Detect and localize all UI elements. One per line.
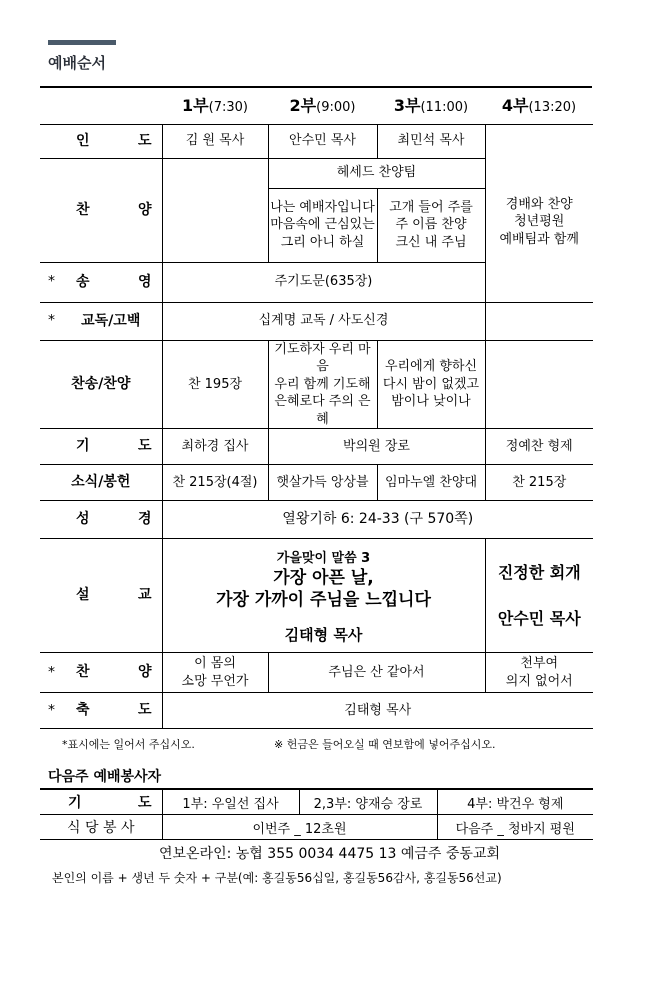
scripture-row [40, 501, 593, 539]
sermon-title-1: 가장 아픈 날, [273, 568, 374, 589]
praise-team: 헤세드 찬양팀 [268, 158, 485, 188]
sermon-series: 가을맞이 말씀 3 [276, 550, 371, 566]
hymn-s2: 기도하자 우리 마음 우리 함께 기도해 은혜로다 주의 은혜 [268, 340, 377, 429]
sermon-label: 설 교 [40, 539, 162, 653]
benediction-row [40, 693, 593, 729]
hymn-row [40, 340, 593, 429]
kitchen-label: 식 당 봉 사 [40, 815, 162, 840]
next-prayer-row [40, 789, 593, 815]
worship-order-table [40, 88, 593, 729]
header-accent-bar [48, 40, 116, 45]
praise-song-s2: 나는 예배자입니다 마음속에 근심있는 그리 아니 하실 [268, 188, 377, 262]
sermon-main [162, 539, 485, 653]
next-prayer-1: 1부: 우일선 집사 [162, 789, 299, 815]
hymn-s3: 우리에게 향하신 다시 밤이 없겠고 밤이나 낮이나 [377, 340, 485, 429]
invocation-s2: 안수민 목사 [268, 124, 377, 158]
confession-value: 십계명 교독 / 사도신경 [162, 302, 485, 340]
confession-s4-empty [485, 302, 593, 340]
page-title: 예배순서 [48, 54, 106, 72]
next-week-table [40, 788, 593, 840]
closing-hymn-s4: 천부여 의지 없어서 [485, 653, 593, 693]
sermon-s4-title: 진정한 회개 [497, 563, 581, 583]
service-header-row [40, 88, 593, 124]
hymn-s4-empty [485, 340, 593, 429]
doxology-value: 주기도문(635장) [162, 262, 485, 302]
sermon-s4 [485, 539, 593, 653]
prayer-label: 기 도 [40, 429, 162, 465]
scripture-label: 성 경 [40, 501, 162, 539]
sermon-preacher: 김태형 목사 [284, 626, 363, 645]
prayer-row [40, 429, 593, 465]
confession-row [40, 302, 593, 340]
sermon-row [40, 539, 593, 653]
prayer-s4: 정예찬 형제 [485, 429, 593, 465]
online-offering-instructions: 본인의 이름 + 생년 두 숫자 + 구분(예: 홍길동56십일, 홍길동56감사, 홍길동56선교) [52, 871, 502, 885]
benediction-value: 김태형 목사 [162, 693, 593, 729]
offering-s1: 찬 215장(4절) [162, 465, 268, 501]
scripture-value: 열왕기하 6: 24-33 (구 570쪽) [162, 501, 593, 539]
next-prayer-label: 기 도 [40, 789, 162, 815]
closing-hymn-label: * 찬 양 [40, 653, 162, 693]
prayer-s1: 최하경 집사 [162, 429, 268, 465]
prayer-s23: 박의원 장로 [268, 429, 485, 465]
service-4-praise-block: 경배와 찬양 청년평원 예배팀과 함께 [485, 124, 593, 302]
invocation-label: 인 도 [40, 124, 162, 158]
offering-s3: 임마누엘 찬양대 [377, 465, 485, 501]
closing-hymn-s23: 주님은 산 같아서 [268, 653, 485, 693]
confession-label: * 교독/고백 [40, 302, 162, 340]
praise-s1-empty [162, 158, 268, 262]
online-offering-account: 연보온라인: 농협 355 0034 4475 13 예금주 중동교회 [159, 846, 500, 862]
offering-s2: 햇살가득 앙상블 [268, 465, 377, 501]
benediction-label: * 축 도 [40, 693, 162, 729]
kitchen-next-week: 다음주 _ 청바지 평원 [437, 815, 593, 840]
hymn-s1: 찬 195장 [162, 340, 268, 429]
invocation-s3: 최민석 목사 [377, 124, 485, 158]
service-2-header: 2부(9:00) [268, 88, 377, 124]
stand-note: *표시에는 일어서 주십시오. [62, 738, 195, 751]
next-kitchen-row [40, 815, 593, 840]
doxology-label: * 송 영 [40, 262, 162, 302]
next-week-title: 다음주 예배봉사자 [48, 769, 162, 785]
kitchen-this-week: 이번주 _ 12초원 [162, 815, 437, 840]
closing-hymn-row [40, 653, 593, 693]
praise-song-s3: 고개 들어 주를 주 이름 찬양 크신 내 주님 [377, 188, 485, 262]
service-1-header: 1부(7:30) [162, 88, 268, 124]
offering-s4: 찬 215장 [485, 465, 593, 501]
invocation-s1: 김 원 목사 [162, 124, 268, 158]
next-prayer-4: 4부: 박건우 형제 [437, 789, 593, 815]
praise-label: 찬 양 [40, 158, 162, 262]
corner-cell [40, 88, 162, 124]
hymn-label: 찬송/찬양 [40, 340, 162, 429]
offering-label: 소식/봉헌 [40, 465, 162, 501]
sermon-title-2: 가장 가까이 주님을 느낍니다 [216, 590, 431, 611]
offering-note: ※ 헌금은 들어오실 때 연보함에 넣어주십시오. [274, 738, 496, 751]
offering-row [40, 465, 593, 501]
invocation-row [40, 124, 593, 158]
service-3-header: 3부(11:00) [377, 88, 485, 124]
sermon-s4-preacher: 안수민 목사 [497, 608, 581, 628]
next-prayer-23: 2,3부: 양재승 장로 [299, 789, 437, 815]
service-4-header: 4부(13:20) [485, 88, 593, 124]
closing-hymn-s1: 이 몸의 소망 무언가 [162, 653, 268, 693]
